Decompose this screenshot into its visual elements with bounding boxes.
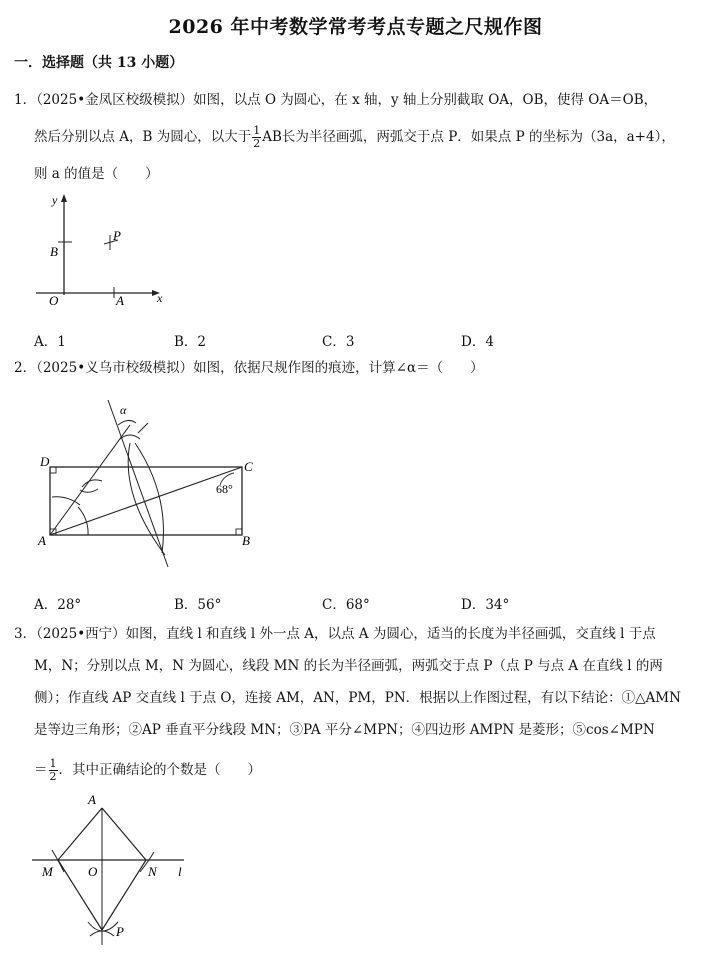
q3-label-l: l xyxy=(178,864,182,879)
q2-option-c[interactable]: C．68° xyxy=(322,597,370,613)
q1-label-P: P xyxy=(113,228,121,243)
q1-label-x: x xyxy=(157,291,163,305)
q1-line-2a: 然后分别以点 A，B 为圆心，以大于 xyxy=(34,129,252,145)
q3-fraction: $\frac{1}{2}$ xyxy=(49,757,57,783)
q2-option-a[interactable]: A．28° xyxy=(34,597,82,613)
q1-line-2b: AB长为半径画弧，两弧交于点 P．如果点 P 的坐标为（3a，a+4）， xyxy=(262,129,675,145)
q1-fraction: $\frac{1}{2}$ xyxy=(253,124,261,150)
q3-label-M: M xyxy=(42,864,53,879)
q1-option-a[interactable]: A．1 xyxy=(34,334,66,350)
q1-option-b[interactable]: B．2 xyxy=(174,334,207,350)
q3-line-5a: ＝ xyxy=(34,762,48,778)
q3-line-2: M，N；分别以点 M，N 为圆心，线段 MN 的长为半径画弧，两弧交于点 P（点 P 与点 A 在直线 l 的两 xyxy=(34,658,663,674)
q1-label-A: A xyxy=(116,293,124,308)
q1-line-3: 则 a 的值是（ ） xyxy=(34,166,159,182)
q3-label-A: A xyxy=(88,792,96,807)
q3-line-3: 侧）；作直线 AP 交直线 l 于点 O，连接 AM，AN，PM，PN．根据以上作图过程，有以下结论：①△AMN xyxy=(34,690,681,706)
q1-figure xyxy=(30,190,180,310)
q2-figure xyxy=(30,395,270,570)
q2-label-A: A xyxy=(38,533,46,548)
q2-label-alpha: α xyxy=(120,403,127,417)
q3-line-1: 3．（2025•西宁）如图，直线 l 和直线 l 外一点 A，以点 A 为圆心，适当的长度为半径画弧，交直线 l 于点 xyxy=(14,626,656,642)
q3-line-4: 是等边三角形；②AP 垂直平分线段 MN；③PA 平分∠MPN；④四边形 AMPN 是菱形；⑤cos∠MPN xyxy=(34,722,655,738)
q2-label-68: 68° xyxy=(216,482,233,496)
q2-label-D: D xyxy=(40,454,50,469)
page-title: 2026 年中考数学常考考点专题之尺规作图 xyxy=(168,16,543,38)
q2-line-1: 2．（2025•义乌市校级模拟）如图，依据尺规作图的痕迹，计算∠α＝（ ） xyxy=(14,360,484,376)
section-heading: 一．选择题（共 13 小题） xyxy=(14,55,184,71)
q3-line-5 xyxy=(34,758,261,783)
q1-option-c[interactable]: C．3 xyxy=(322,334,355,350)
q3-line-5b: ．其中正确结论的个数是（ ） xyxy=(58,762,261,778)
q1-label-O: O xyxy=(49,293,59,308)
q1-option-d[interactable]: D．4 xyxy=(461,334,494,350)
q2-label-B: B xyxy=(242,533,250,548)
q1-line-2 xyxy=(34,125,675,150)
q2-option-b[interactable]: B．56° xyxy=(174,597,222,613)
q3-figure xyxy=(28,790,198,965)
q3-label-P: P xyxy=(116,924,124,939)
q2-option-d[interactable]: D．34° xyxy=(461,597,510,613)
q3-label-N: N xyxy=(148,864,157,879)
q2-label-C: C xyxy=(244,459,253,474)
q1-label-B: B xyxy=(50,244,58,259)
q3-label-O: O xyxy=(88,864,98,879)
q1-line-1: 1．（2025•金凤区校级模拟）如图，以点 O 为圆心，在 x 轴，y 轴上分别截取 OA，OB，使得 OA＝OB， xyxy=(14,92,658,108)
q1-label-y: y xyxy=(52,193,58,207)
